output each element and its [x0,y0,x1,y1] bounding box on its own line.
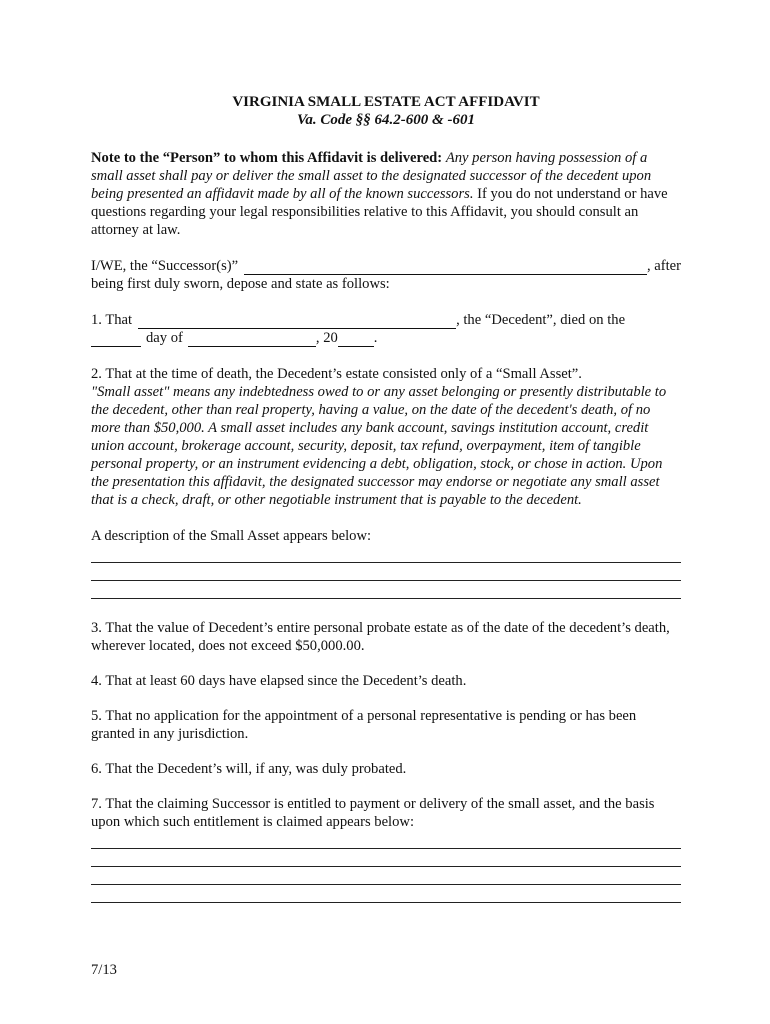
form-revision-footer: 7/13 [91,962,117,978]
note-italic: Any person having possession of a small asset shall pay or deliver the small asset to the designated successor of the decedent upon being presented an affidavit made by all of the known successors. [91,150,652,202]
entitlement-line-2[interactable] [91,849,681,867]
item1-day-label: day of [146,330,183,346]
successor-suffix: , after [646,258,681,274]
asset-description-lines [91,545,681,599]
entitlement-basis-lines [91,831,681,903]
item1-prefix: 1. That [91,312,133,328]
successor-label: I/WE, the “Successor(s)” [91,258,239,274]
item-6: 6. That the Decedent’s will, if any, was duly probated. [91,761,407,777]
death-month-field[interactable] [188,332,316,347]
document-body [91,93,681,903]
note-lead: Note to the “Person” to whom this Affidavit is delivered: [91,150,443,166]
death-day-field[interactable] [91,332,141,347]
death-year-field[interactable] [338,332,374,347]
item-4: 4. That at least 60 days have elapsed since the Decedent’s death. [91,673,467,689]
asset-description-line-3[interactable] [91,581,681,599]
item-1 [91,311,681,347]
entitlement-line-4[interactable] [91,885,681,903]
note-rest: If you do not understand or have questions regarding your legal responsibilities relative to this Affidavit, you should consult an attorney at law. [91,186,668,238]
decedent-name-field[interactable] [138,314,456,329]
note-paragraph [91,149,681,239]
asset-description-line-2[interactable] [91,563,681,581]
item-7: 7. That the claiming Successor is entitled to payment or delivery of the small asset, and the basis upon which such entitlement is claimed appears below: [91,796,655,830]
asset-description-line-1[interactable] [91,545,681,563]
asset-description-label: A description of the Small Asset appears below: [91,528,372,544]
sworn-statement: being first duly sworn, depose and state as follows: [91,276,390,292]
entitlement-line-3[interactable] [91,867,681,885]
small-asset-definition: "Small asset" means any indebtedness owed to or any asset belonging or presently distributable to the decedent, other than real property, having a value, on the date of the decedent's death, of no more than $50,000. A small asset includes any bank account, savings institution account, credit union account, brokerage account, security, deposit, tax refund, overpayment, item of tangible personal property, or an instrument evidencing a debt, obligation, stock, or chose in action. Upon the presentation this affidavit, the designated successor may endorse or negotiate any small asset that is a check, draft, or other negotiable instrument that is payable to the decedent. [91,384,667,508]
item2-text: 2. That at the time of death, the Decedent’s estate consisted only of a “Small Asset”. [91,366,582,382]
page-title: VIRGINIA SMALL ESTATE ACT AFFIDAVIT [232,94,540,110]
item1-middle: , the “Decedent”, died on the [456,312,626,328]
item-5: 5. That no application for the appointment of a personal representative is pending or has been granted in any jurisdiction. [91,708,637,742]
code-citation: Va. Code §§ 64.2-600 & -601 [297,112,475,128]
successor-name-field[interactable] [244,260,647,275]
item1-year-label: , 20 [315,330,338,346]
item-3: 3. That the value of Decedent’s entire personal probate estate as of the date of the decedent’s death, wherever located, does not exceed $50,000.00. [91,620,670,654]
successor-statement [91,257,681,293]
item-2 [91,365,681,509]
item1-end: . [373,330,378,346]
entitlement-line-1[interactable] [91,831,681,849]
